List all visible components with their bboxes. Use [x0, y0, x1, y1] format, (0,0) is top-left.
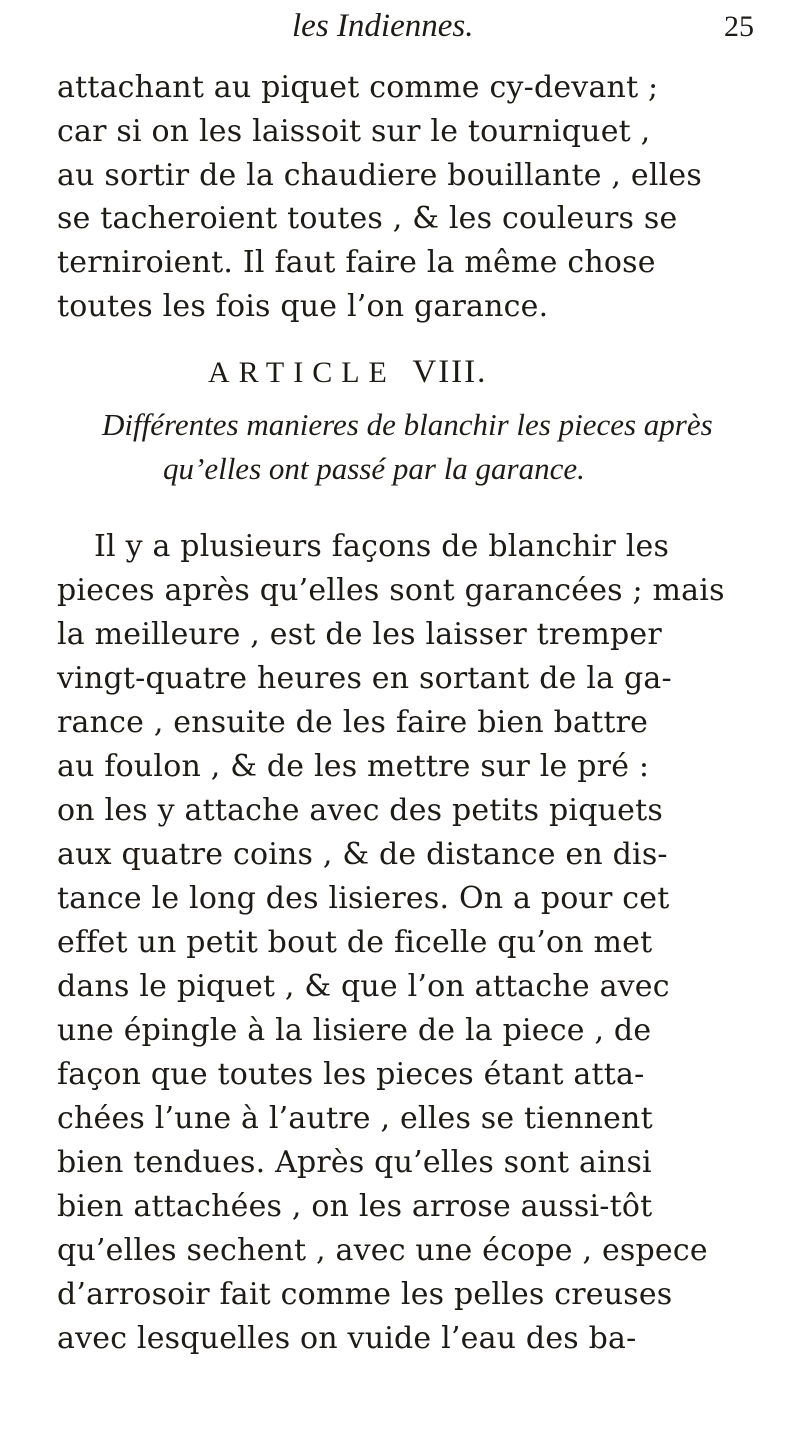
- article-number: VIII.: [412, 354, 488, 390]
- text-line: pieces après qu’elles sont garancées ; mais: [57, 573, 725, 608]
- section-subtitle-line: qu’elles ont passé par la garance.: [163, 451, 585, 486]
- text-line: d’arrosoir fait comme les pelles creuses: [57, 1277, 673, 1312]
- text-line: bien attachées , on les arrose aussi-tôt: [57, 1189, 653, 1224]
- text-line: bien tendues. Après qu’elles sont ainsi: [57, 1145, 652, 1180]
- running-head-title: les Indiennes.: [292, 8, 474, 44]
- text-line: aux quatre coins , & de distance en dis-: [57, 837, 668, 872]
- article-heading: [208, 352, 487, 393]
- text-line: tance le long des lisieres. On a pour cet: [57, 881, 670, 916]
- text-line: rance , ensuite de les faire bien battre: [57, 705, 649, 740]
- text-line: terniroient. Il faut faire la même chose: [57, 245, 656, 280]
- page-number: 25: [724, 10, 754, 43]
- text-line: chées l’une à l’autre , elles se tiennent: [57, 1101, 653, 1136]
- text-line: Il y a plusieurs façons de blanchir les: [94, 529, 670, 564]
- text-line: toutes les fois que l’on garance.: [57, 289, 549, 324]
- text-line: qu’elles sechent , avec une écope , espece: [57, 1233, 708, 1268]
- text-line: attachant au piquet comme cy-devant ;: [57, 70, 659, 105]
- article-label: ARTICLE: [208, 356, 396, 389]
- text-line: car si on les laissoit sur le tourniquet ,: [57, 114, 651, 149]
- text-line: vingt-quatre heures en sortant de la ga-: [57, 661, 672, 696]
- text-line: une épingle à la lisiere de la piece , de: [57, 1013, 652, 1048]
- text-line: on les y attache avec des petits piquets: [57, 793, 663, 828]
- text-line: au sortir de la chaudiere bouillante , elles: [57, 158, 702, 193]
- running-head: [0, 6, 800, 46]
- text-line: avec lesquelles on vuide l’eau des ba-: [57, 1321, 637, 1356]
- section-subtitle-line: Différentes manieres de blanchir les pieces après: [102, 407, 713, 442]
- text-line: dans le piquet , & que l’on attache avec: [57, 969, 670, 1004]
- text-line: la meilleure , est de les laisser tremper: [57, 617, 662, 652]
- text-line: façon que toutes les pieces étant atta-: [57, 1057, 645, 1092]
- text-line: au foulon , & de les mettre sur le pré :: [57, 749, 650, 784]
- text-line: effet un petit bout de ficelle qu’on met: [57, 925, 653, 960]
- text-line: se tacheroient toutes , & les couleurs se: [57, 201, 678, 236]
